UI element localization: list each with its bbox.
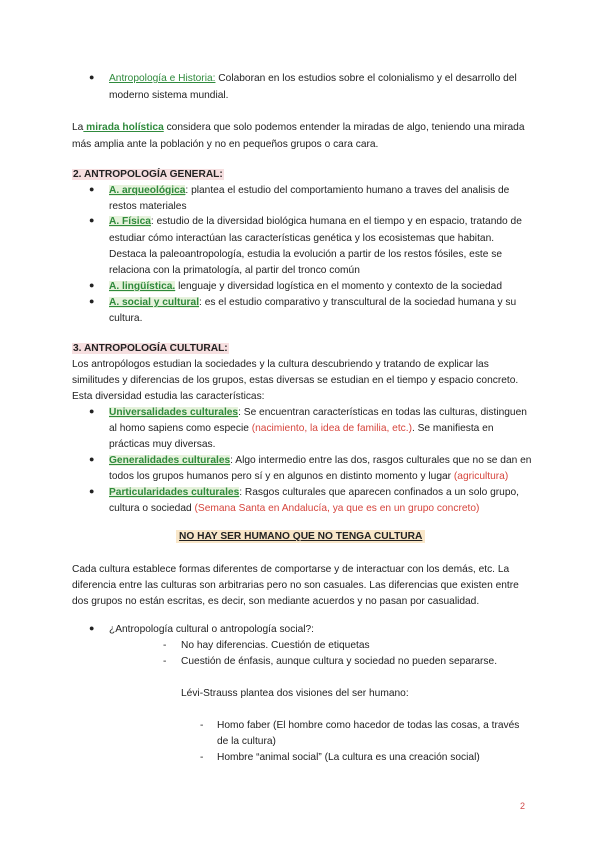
bullet: ●: [89, 486, 95, 496]
example-text: (nacimiento, la idea de familia, etc.): [251, 423, 412, 434]
banner-text: NO HAY SER HUMANO QUE NO TENGA CULTURA: [176, 530, 425, 543]
list-item: [109, 215, 522, 228]
list-item: [109, 454, 531, 467]
text: : Se encuentran características en todas las culturas, distinguen: [238, 407, 527, 418]
bullet: ●: [89, 280, 95, 290]
dash-marker: -: [163, 656, 167, 667]
term-link[interactable]: Antropología e Historia:: [109, 73, 216, 84]
item-text: Destaca la paleoantropología, estudia la evolución a partir de los restos fósiles, este se: [109, 249, 503, 260]
list-item: [109, 406, 527, 419]
bullet: ●: [89, 406, 95, 416]
term: A. arqueológica: [109, 185, 186, 196]
heading-text: 2. ANTROPOLOGÍA GENERAL:: [73, 169, 223, 180]
text: al homo sapiens como especie: [109, 423, 252, 434]
section-heading: [72, 168, 224, 181]
list-item: [109, 486, 519, 499]
text: considera que solo podemos entender la miradas de algo, teniendo una mirada: [163, 122, 525, 133]
sub-item: Cuestión de énfasis, aunque cultura y sociedad no pueden separarse.: [181, 656, 498, 667]
term: Particularidades culturales: [109, 487, 240, 498]
dash-marker: -: [200, 720, 204, 731]
sub-item: Hombre “animal social” (La cultura es una creación social): [217, 752, 480, 763]
list-item: [109, 280, 502, 293]
paragraph-line: Cada cultura establece formas diferentes de comportarse y de interactuar con los demás, etc. La: [72, 564, 510, 575]
text: : estudio de la diversidad biológica humana en el tiempo y en espacio, tratando de: [150, 216, 522, 227]
list-item: [109, 296, 516, 309]
paragraph-line: similitudes y diferencias de los grupos, estas diversas se estudian en el tiempo y espacio concreto.: [72, 375, 519, 386]
paragraph-line: diferencia entre las culturas son arbitrarias pero no son casuales. Las diferencias que existen entre: [72, 580, 519, 591]
heading-text: 3. ANTROPOLOGÍA CULTURAL:: [73, 343, 228, 354]
bullet: ●: [89, 72, 95, 82]
paragraph-line: Los antropólogos estudian la sociedades y la cultura descubriendo y tratando de explicar las: [72, 359, 489, 370]
text: lenguaje y diversidad logística en el momento y contexto de la sociedad: [175, 281, 502, 292]
term: Universalidades culturales: [109, 407, 239, 418]
text: La: [72, 122, 84, 133]
item-text: prácticas muy diversas.: [109, 439, 216, 450]
sub-item: No hay diferencias. Cuestión de etiquetas: [181, 640, 370, 651]
paragraph-line: [72, 121, 525, 134]
term: A. lingüística.: [109, 281, 176, 292]
paragraph-line: Lévi-Strauss plantea dos visiones del ser humano:: [181, 688, 409, 699]
item-text: relaciona con la primatología, al partir del tronco común: [109, 265, 360, 276]
section-heading: [72, 342, 229, 355]
item-text: estudiar cómo interactúan las características genética y los ecosistemas que habitan.: [109, 233, 495, 244]
dash-marker: -: [200, 752, 204, 763]
term-mirada-holistica: mirada holística: [83, 122, 164, 133]
bullet: ●: [89, 623, 95, 633]
bullet: ●: [89, 296, 95, 306]
list-item: [109, 72, 517, 85]
term: Generalidades culturales: [109, 455, 231, 466]
paragraph-line: más amplia ante la población y no en pequeños grupos o cara cara.: [72, 139, 379, 150]
list-item: ¿Antropología cultural o antropología social?:: [109, 624, 315, 635]
banner: [176, 530, 425, 543]
sub-item: de la cultura): [217, 736, 276, 747]
item-text: [109, 502, 479, 515]
sub-item: Homo faber (El hombre como hacedor de todas las cosas, a través: [217, 720, 520, 731]
bullet: ●: [89, 454, 95, 464]
item-text: Colaboran en los estudios sobre el colonialismo y el desarrollo del: [215, 73, 517, 84]
paragraph-line: Esta diversidad estudia las características:: [72, 391, 265, 402]
item-text: [109, 470, 508, 483]
bullet: ●: [89, 184, 95, 194]
term: A. Física: [109, 216, 151, 227]
example-text: (Semana Santa en Andalucía, ya que es en un grupo concreto): [194, 503, 480, 514]
text: : Rasgos culturales que aparecen confinados a un solo grupo,: [239, 487, 520, 498]
item-text: moderno sistema mundial.: [109, 90, 229, 101]
text: : Algo intermedio entre las dos, rasgos culturales que no se dan en: [230, 455, 532, 466]
text: . Se manifiesta en: [411, 423, 494, 434]
text: todos los grupos humanos pero sí y en algunos en distinto momento y lugar: [109, 471, 454, 482]
term: A. social y cultural: [109, 297, 200, 308]
page-number: 2: [520, 801, 526, 811]
item-text: cultura.: [109, 313, 143, 324]
text: cultura o sociedad: [109, 503, 195, 514]
dash-marker: -: [163, 640, 167, 651]
text: : plantea el estudio del comportamiento humano a traves del analisis de: [185, 185, 510, 196]
list-item: [109, 184, 509, 197]
item-text: restos materiales: [109, 201, 187, 212]
bullet: ●: [89, 215, 95, 225]
item-text: [109, 422, 494, 435]
text: : es el estudio comparativo y transcultural de la sociedad humana y su: [199, 297, 517, 308]
paragraph-line: dos grupos no están escritas, es decir, son mediante acuerdos y no pasan por casualidad.: [72, 596, 480, 607]
example-text: (agricultura): [453, 471, 509, 482]
